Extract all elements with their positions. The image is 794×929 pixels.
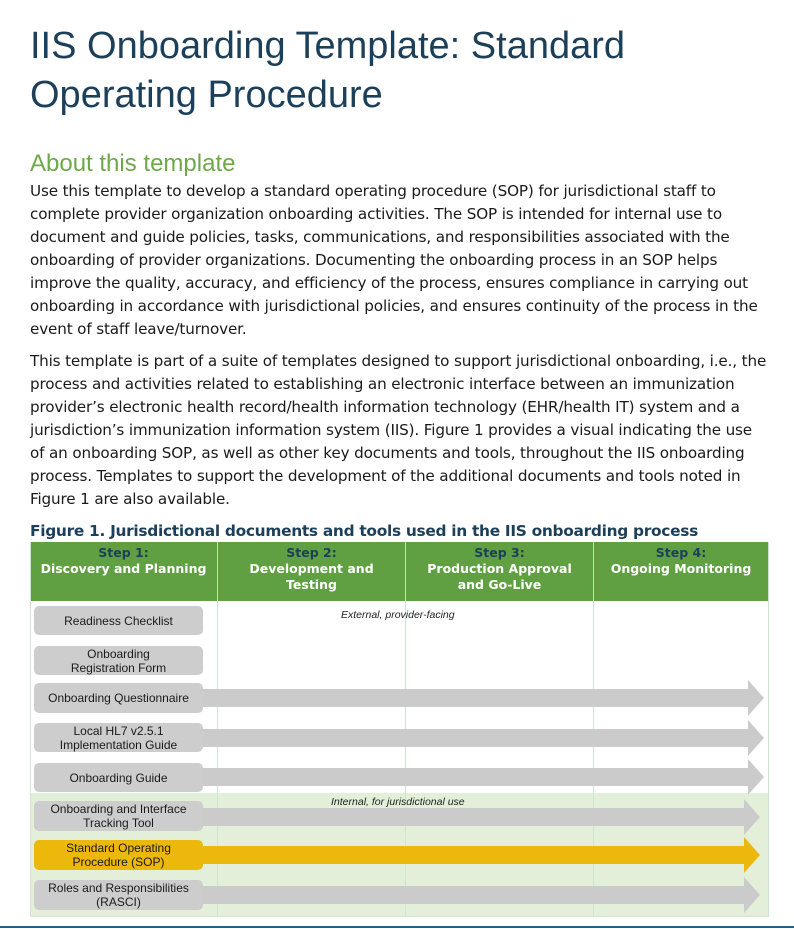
arrow-head-icon xyxy=(748,720,764,756)
figure-caption: Figure 1. Jurisdictional documents and tools used in the IIS onboarding process xyxy=(30,522,698,540)
step-1-header xyxy=(30,542,217,601)
arrow-head-icon xyxy=(744,799,760,835)
external-zone-label: External, provider-facing xyxy=(341,609,455,621)
doc-onboarding-guide: Onboarding Guide xyxy=(34,763,203,792)
step-3-header xyxy=(406,542,593,601)
internal-zone-label: Internal, for jurisdictional use xyxy=(331,796,465,808)
step-2-number: Step 2: xyxy=(286,545,337,560)
column-divider xyxy=(217,601,218,917)
step-2-header xyxy=(218,542,405,601)
step-4-header xyxy=(594,542,768,601)
intro-paragraph: Use this template to develop a standard operating procedure (SOP) for jurisdictional staff to complete provider organization onboarding activities. The SOP is intended for internal use to document and guide policies, tasks, communications, and responsibilities associated with the onboarding of provider organizations. Documenting the onboarding process in an SOP helps improve the quality, accuracy, and efficiency of the process, ensures compliance in carrying out onboarding in accordance with jurisdictional policies, and ensures continuity of the process in the event of staff leave/turnover. xyxy=(30,182,758,338)
header-divider xyxy=(405,542,406,601)
doc-rasci: Roles and Responsibilities (RASCI) xyxy=(34,880,203,910)
arrow-head-icon xyxy=(744,837,760,873)
arrow-head-icon xyxy=(744,877,760,913)
suite-paragraph: This template is part of a suite of templates designed to support jurisdictional onboarding, i.e., the process and activities related to establishing an electronic interface between an immunization provider’s electronic health record/health information technology (EHR/health IT) system and a jurisdiction’s immunization information system (IIS). Figure 1 provides a visual indicating the use of an onboarding SOP, as well as other key documents and tools, throughout the IIS onboarding process. Templates to support the development of the additional documents and tools noted in Figure 1 are also available. xyxy=(30,352,767,508)
column-divider xyxy=(405,601,406,917)
arrow-head-icon xyxy=(748,680,764,716)
column-divider xyxy=(593,601,594,917)
step-1-label: Discovery and Planning xyxy=(40,561,207,576)
section-heading: About this template xyxy=(30,150,236,177)
step-4-label: Ongoing Monitoring xyxy=(610,561,752,576)
onboarding-figure xyxy=(30,542,768,917)
doc-sop: Standard Operating Procedure (SOP) xyxy=(34,840,203,870)
arrow-head-icon xyxy=(748,759,764,795)
doc-readiness-checklist: Readiness Checklist xyxy=(34,606,203,635)
step-4-number: Step 4: xyxy=(655,545,707,560)
step-3-number: Step 3: xyxy=(474,545,525,560)
doc-questionnaire: Onboarding Questionnaire xyxy=(34,683,203,713)
step-3-label: Production Approval and Go-Live xyxy=(427,561,572,592)
page-bottom-rule xyxy=(0,926,794,928)
page-title: IIS Onboarding Template: Standard Operating Procedure xyxy=(30,25,626,116)
step-1-number: Step 1: xyxy=(98,545,149,560)
step-2-label: Development and Testing xyxy=(249,561,374,592)
doc-tracking-tool: Onboarding and Interface Tracking Tool xyxy=(34,801,203,831)
doc-registration-form: Onboarding Registration Form xyxy=(34,646,203,675)
header-divider xyxy=(217,542,218,601)
header-divider xyxy=(593,542,594,601)
doc-hl7-implementation-guide: Local HL7 v2.5.1 Implementation Guide xyxy=(34,723,203,752)
